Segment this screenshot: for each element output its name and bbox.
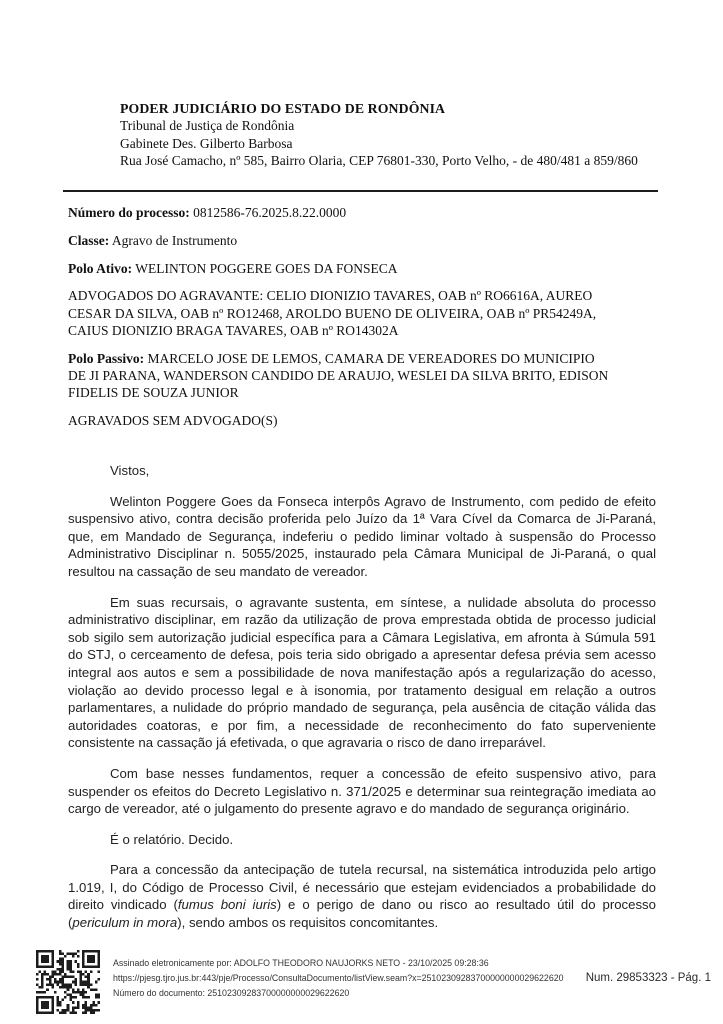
court-address: Rua José Camacho, nº 585, Bairro Olaria, CEP 76801-330, Porto Velho, - de 480/481 a 859/860 (120, 153, 638, 169)
class-value: Agravo de Instrumento (109, 232, 238, 248)
latin-term-periculum: periculum in mora (72, 915, 178, 931)
court-office: Gabinete Des. Gilberto Barbosa (120, 135, 293, 151)
process-number-label: Número do processo: (68, 205, 190, 220)
active-party-row (68, 260, 613, 277)
process-number-value: 0812586-76.2025.8.22.0000 (189, 205, 347, 220)
paragraph-report-3: Com base nesses fundamentos, requer a concessão de efeito suspensivo ativo, para suspender os efeitos do Decreto Legislativo n. 371/2025 e determinar sua reintegração imediata ao cargo de vereador, até o julgamento do presente agravo e do mandado de segurança originário. (68, 765, 656, 817)
p5-segment: Para a concessão da antecipação de tutela recursal, na sistemática introduzida pelo artigo 1.019, I, do Código de Processo Civil, é necessário que estejam evidenciados a probabilidade do direito vindicado ( (68, 862, 656, 913)
class-label: Classe: (68, 232, 110, 248)
process-number-row (68, 204, 613, 221)
latin-term-fumus: fumus boni iuris (177, 897, 277, 913)
document-footer (0, 946, 723, 1024)
document-number: Número do documento: 25102309283700000000029622620 (113, 988, 350, 998)
p5-segment: ) e o perigo de dano ou risco ao resultado útil do processo ( (68, 897, 656, 931)
active-party-value: WELINTON POGGERE GOES DA FONSECA (132, 260, 398, 276)
decision-body (68, 462, 656, 945)
paragraph-report-1: Welinton Poggere Goes da Fonseca interpôs Agravo de Instrumento, com pedido de efeito suspensivo ativo, contra decisão proferida pelo Juízo da 1ª Vara Cível da Comarca de Ji-Paraná, que, em Mandado de Segurança, indeferiu o pedido liminar voltado à suspensão do Processo Administrativo Disciplinar n. 5055/2025, instaurado pela Câmara Municipal de Ji-Paraná, o qual resultou na cassação de seu mandato de vereador. (68, 493, 656, 579)
passive-party-label: Polo Passivo: (68, 350, 145, 366)
header-divider (63, 190, 658, 192)
signature-line: Assinado eletronicamente por: ADOLFO THEODORO NAUJORKS NETO - 23/10/2025 09:28:36 (113, 958, 489, 968)
document-url: https://pjesg.tjro.jus.br:443/pje/Processo/ConsultaDocumento/listView.seam?x=25102309283700000000029622620 (113, 973, 564, 983)
page-number-label: Num. 29853323 - Pág. 1 (585, 972, 711, 984)
passive-party-row (68, 350, 613, 402)
active-party-label: Polo Ativo: (68, 260, 133, 276)
attorneys-row: ADVOGADOS DO AGRAVANTE: CELIO DIONIZIO TAVARES, OAB nº RO6616A, AUREO CESAR DA SILVA, OAB nº RO12468, AROLDO BUENO DE OLIVEIRA, OAB nº PR54249A, CAIUS DIONIZIO BRAGA TAVARES, OAB nº RO14302A (68, 288, 597, 338)
court-header (120, 100, 645, 170)
passive-party-value: MARCELO JOSE DE LEMOS, CAMARA DE VEREADORES DO MUNICIPIO DE JI PARANA, WANDERSON CANDIDO DE ARAUJO, WESLEI DA SILVA BRITO, EDISON FIDELIS DE SOUZA JUNIOR (68, 350, 609, 401)
class-row (68, 232, 613, 249)
salutation: Vistos, (110, 463, 150, 478)
no-attorney-row: AGRAVADOS SEM ADVOGADO(S) (68, 413, 278, 429)
p5-segment: ), sendo ambos os requisitos concomitantes. (177, 915, 439, 931)
court-subtitle: Tribunal de Justiça de Rondônia (120, 118, 295, 134)
court-title: PODER JUDICIÁRIO DO ESTADO DE RONDÔNIA (120, 101, 446, 116)
qr-code-icon (36, 950, 100, 1014)
process-meta (68, 204, 613, 440)
paragraph-report-2: Em suas recursais, o agravante sustenta, em síntese, a nulidade absoluta do processo administrativo disciplinar, em razão da utilização de prova emprestada obtida de processo judicial sob sigilo sem autorização judicial específica para a Câmara Legislativa, em afronta à Súmula 591 do STJ, o cerceamento de defesa, pois teria sido obrigado a apresentar defesa prévia sem acesso integral aos autos e sem a possibilidade de nova manifestação após a regularização do acesso, violação ao devido processo legal e à isonomia, por tratamento desigual em relação a outros parlamentares, a nulidade do próprio mandado de segurança, pela ausência de citação válida das autoridades coatoras, e por fim, a necessidade de reconhecimento do fato superveniente consistente na cassação já efetivada, o que agravaria o risco de dano irreparável. (68, 594, 656, 751)
paragraph-legal-requirements (68, 861, 656, 931)
paragraph-decision-opening: É o relatório. Decido. (110, 831, 234, 847)
